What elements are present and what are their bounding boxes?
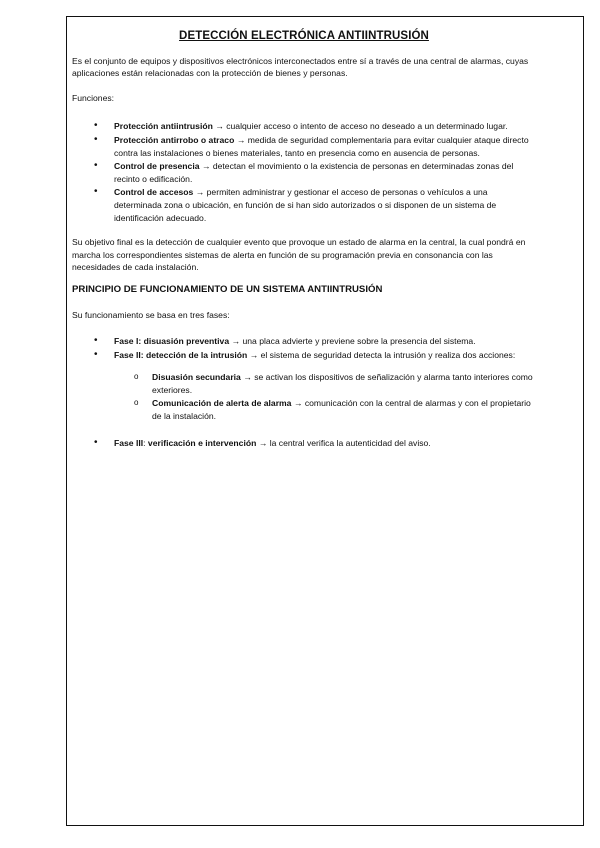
action-text: se activan los dispositivos de señalización y alarma tanto interiores como exteriores. [152,372,533,395]
list-item [94,186,536,224]
function-term: Protección antirrobo o atraco [114,134,235,145]
list-item [94,133,536,159]
phases-list [72,335,536,449]
arrow-icon: → [291,398,305,409]
sub-bullet-icon: o [134,398,139,408]
bullet-icon: • [94,335,98,347]
document-body [72,30,536,461]
arrow-icon: → [229,336,243,347]
function-text: permiten administrar y gestionar el acceso de personas o vehículos a una determinada zona o ubicación, en función de si han sido autorizados o si disponen de un sistema de identificación adecuado. [114,187,497,223]
bullet-icon: • [94,120,98,132]
arrow-icon: → [240,372,255,383]
arrow-icon: → [212,121,227,132]
arrow-icon: → [193,187,207,198]
bullet-icon: • [94,186,98,198]
section-heading: PRINCIPIO DE FUNCIONAMIENTO DE UN SISTEMA ANTIINTRUSIÓN [72,283,383,295]
phase-text: la central verifica la autenticidad del aviso. [269,437,431,448]
phase-term-detail: verificación e intervención [147,437,257,448]
phase-text: una placa advierte y previene sobre la presencia del sistema. [242,336,476,347]
list-item [94,160,536,185]
function-text: cualquier acceso o intento de acceso no deseado a un determinado lugar. [226,121,508,132]
list-item [134,371,536,396]
sub-bullet-icon: o [134,372,139,382]
phase-term: Fase I: disuasión preventiva [114,336,230,347]
list-item [94,436,536,450]
list-item [134,397,536,422]
action-text: comunicación con la central de alarmas y con el propietario de la instalación. [152,398,531,422]
phases-intro: Su funcionamiento se basa en tres fases: [72,309,230,320]
action-term: Comunicación de alerta de alarma [152,398,292,409]
bullet-icon: • [94,436,98,448]
action-term: Disuasión secundaria [152,372,241,383]
phase-colon: : [143,437,148,448]
document-title: DETECCIÓN ELECTRÓNICA ANTIINTRUSIÓN [179,30,429,42]
intro-paragraph: Es el conjunto de equipos y dispositivos electrónicos interconectados entre sí a través de una central de alarmas, cuyas aplicaciones están relacionadas con la protección de bienes y personas. [72,55,529,79]
function-term: Protección antiintrusión [114,121,213,132]
list-item [94,120,536,133]
arrow-icon: → [234,134,248,145]
function-text: detectan el movimiento o la existencia de personas en determinadas zonas del recinto o edificación. [114,161,514,184]
phase-term: Fase III [114,437,144,448]
list-item [94,335,536,348]
bullet-icon: • [94,160,98,172]
bullet-icon: • [94,133,98,145]
arrow-icon: → [247,349,261,360]
functions-label: Funciones: [72,92,115,103]
arrow-icon: → [256,437,270,448]
phase2-actions-list [114,371,536,422]
functions-list [72,120,536,224]
function-text: medida de seguridad complementaria para evitar cualquier ataque directo contra las instalaciones o bienes materiales, tanto en presencia como en ausencia de personas. [114,134,529,158]
arrow-icon: → [199,161,213,172]
function-term: Control de presencia [114,161,200,172]
phase-term: Fase II: detección de la intrusión [114,349,248,360]
phase-text: el sistema de seguridad detecta la intrusión y realiza dos acciones: [260,349,516,360]
list-item [94,348,536,423]
function-term: Control de accesos [114,187,194,198]
bullet-icon: • [94,348,98,360]
objective-paragraph: Su objetivo final es la detección de cualquier evento que provoque un estado de alarma en la central, la cual pondrá en marcha los correspondientes sistemas de alerta en función de su programación previa en consonancia con las necesidades de cada instalación. [72,237,526,273]
